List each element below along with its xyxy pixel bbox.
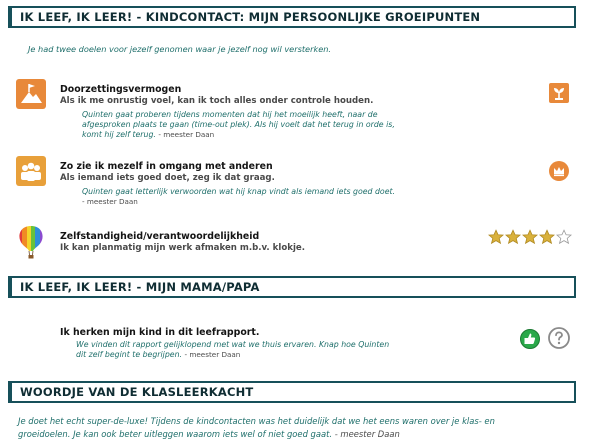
group-people-icon bbox=[16, 156, 46, 186]
section-title: IK LEEF, IK LEER! - MIJN MAMA/PAPA bbox=[20, 280, 260, 294]
teacher-line bbox=[18, 428, 578, 441]
star-empty-icon bbox=[556, 229, 572, 245]
teacher-author: - meester Daan bbox=[334, 428, 400, 439]
parent-statement: Ik herken mijn kind in dit leefrapport. bbox=[60, 327, 260, 338]
goal-comment bbox=[82, 110, 395, 141]
comment-line: afgesproken plaats te gaan (time-out plek). Als hij voelt dat het terug in orde is, bbox=[82, 120, 395, 130]
comment-line: Quinten gaat letterlijk verwoorden wat hij knap vindt als iemand iets goed doet. bbox=[82, 187, 396, 196]
comment-line: Quinten gaat proberen tijdens momenten dat hij het moeilijk heeft, naar de bbox=[82, 110, 378, 119]
goal-subtitle: Als iemand iets goed doet, zeg ik dat graag. bbox=[60, 173, 275, 183]
comment-author: - meester Daan bbox=[184, 350, 241, 360]
section-title: WOORDJE VAN DE KLASLEERKACHT bbox=[20, 385, 254, 399]
intro-text: Je had twee doelen voor jezelf genomen waar je jezelf nog wil versterken. bbox=[28, 44, 332, 54]
goal-comment bbox=[82, 187, 395, 207]
star-filled-icon bbox=[488, 229, 504, 245]
star-filled-icon bbox=[539, 229, 555, 245]
section-title: IK LEEF, IK LEER! - KINDCONTACT: MIJN PERSOONLIJKE GROEIPUNTEN bbox=[20, 10, 481, 24]
star-rating bbox=[488, 229, 572, 245]
star-filled-icon bbox=[505, 229, 521, 245]
comment-line: We vinden dit rapport gelijklopend met wat we thuis ervaren. Knap hoe Quinten bbox=[76, 340, 390, 349]
teacher-text: groeidoelen. Je kan ook beter uitleggen waarom iets wel of niet goed gaat. bbox=[18, 428, 333, 439]
comment-line bbox=[76, 350, 389, 360]
section-header-mama-papa bbox=[8, 276, 576, 298]
section-header-kindcontact bbox=[8, 6, 576, 28]
goal-title: Zo zie ik mezelf in omgang met anderen bbox=[60, 161, 273, 172]
crown-icon bbox=[549, 161, 569, 181]
flag-mountain-icon bbox=[16, 79, 46, 109]
goal-subtitle: Als ik me onrustig voel, kan ik toch alles onder controle houden. bbox=[60, 96, 374, 106]
hot-air-balloon-icon bbox=[16, 224, 46, 260]
comment-author: - meester Daan bbox=[82, 197, 138, 207]
teacher-line: Je doet het echt super-de-luxe! Tijdens de kindcontacten was het duidelijk dat we het eens waren over je klas- en bbox=[18, 416, 495, 426]
plant-icon bbox=[549, 83, 569, 103]
star-filled-icon bbox=[522, 229, 538, 245]
parent-comment bbox=[76, 340, 389, 360]
question-mark-icon bbox=[547, 326, 571, 350]
section-header-klasleerkracht bbox=[8, 381, 576, 403]
goal-title: Zelfstandigheid/verantwoordelijkheid bbox=[60, 231, 260, 242]
comment-text: komt hij zelf terug. bbox=[82, 130, 156, 140]
teacher-message bbox=[18, 415, 578, 440]
comment-line bbox=[82, 130, 395, 140]
comment-author: - meester Daan bbox=[158, 130, 215, 140]
thumbs-up-icon bbox=[520, 329, 540, 349]
goal-title: Doorzettingsvermogen bbox=[60, 84, 182, 95]
goal-subtitle: Ik kan planmatig mijn werk afmaken m.b.v. klokje. bbox=[60, 243, 305, 253]
comment-text: dit zelf begint te begrijpen. bbox=[76, 350, 183, 360]
